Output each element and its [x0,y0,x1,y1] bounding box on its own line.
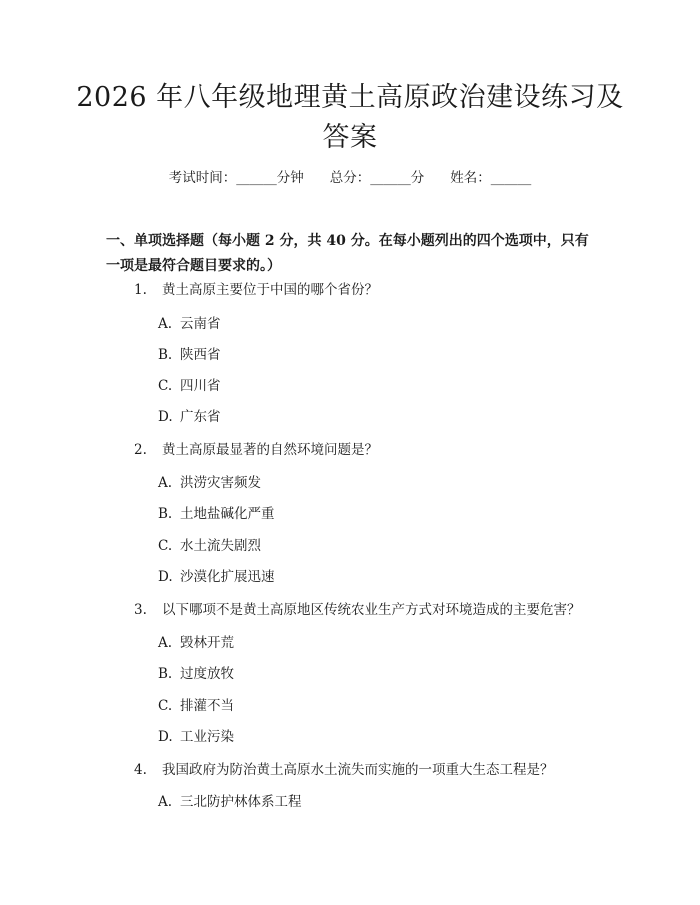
option-letter: D. [158,409,173,425]
option-letter: A. [158,635,173,651]
option-2d [158,567,275,587]
question-number: 4. [134,762,147,778]
option-text: 云南省 [180,316,221,332]
question-text: 黄土高原主要位于中国的哪个省份？ [162,282,378,298]
option-letter: D. [158,569,173,585]
option-text: 四川省 [180,378,221,394]
option-text: 排灌不当 [180,698,234,714]
question-number: 3. [134,602,147,618]
student-name-field: 姓名：______ [450,170,532,186]
total-score-field: 总分：______分 [329,170,425,186]
option-letter: A. [158,475,173,491]
option-2a [158,473,261,493]
option-2b [158,504,275,524]
question-text: 我国政府为防治黄土高原水土流失而实施的一项重大生态工程是？ [162,762,554,778]
option-text: 陕西省 [180,347,221,363]
option-3a [158,633,234,653]
question-1 [134,280,378,300]
option-text: 水土流失剧烈 [180,538,261,554]
option-1d [158,407,221,427]
option-3b [158,664,234,684]
option-letter: A. [158,794,173,810]
option-text: 毁林开荒 [180,635,234,651]
option-letter: B. [158,506,173,522]
option-3d [158,727,234,747]
option-text: 过度放牧 [180,666,234,682]
question-number: 1. [134,282,147,298]
question-3 [134,600,581,620]
option-letter: B. [158,347,173,363]
option-text: 广东省 [180,409,221,425]
option-letter: A. [158,316,173,332]
option-1a [158,314,221,334]
option-4a [158,792,302,812]
option-letter: C. [158,698,173,714]
option-1b [158,345,221,365]
question-number: 2. [134,442,147,458]
question-text: 以下哪项不是黄土高原地区传统农业生产方式对环境造成的主要危害？ [162,602,581,618]
option-2c [158,536,261,556]
option-1c [158,376,221,396]
option-text: 三北防护林体系工程 [180,794,302,810]
option-text: 工业污染 [180,729,234,745]
title-line-1: 2026 年八年级地理黄土高原政治建设练习及 [76,82,624,113]
section-heading: 一、单项选择题（每小题 2 分，共 40 分。在每小题列出的四个选项中，只有一项是最符合题目要求的。） [106,233,589,274]
question-2 [134,440,378,460]
question-text: 黄土高原最显著的自然环境问题是？ [162,442,378,458]
page-title [70,78,630,158]
option-letter: D. [158,729,173,745]
option-text: 土地盐碱化严重 [180,506,275,522]
title-line-2: 答案 [322,122,378,153]
option-letter: B. [158,666,173,682]
exam-time-field: 考试时间：______分钟 [168,170,304,186]
option-letter: C. [158,538,173,554]
question-4 [134,760,554,780]
option-letter: C. [158,378,173,394]
exam-info [0,168,700,188]
option-text: 沙漠化扩展迅速 [180,569,275,585]
option-3c [158,696,234,716]
option-text: 洪涝灾害频发 [180,475,261,491]
